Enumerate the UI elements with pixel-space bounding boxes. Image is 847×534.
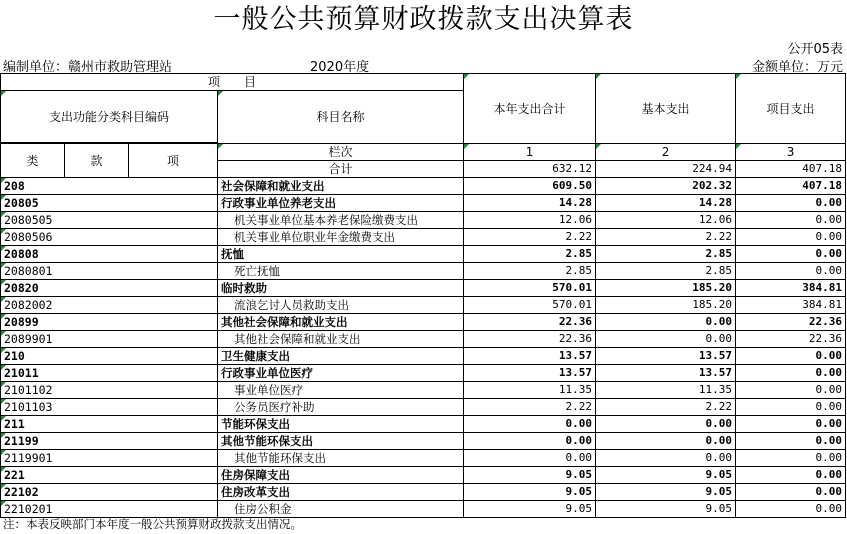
row-code: 20808 (1, 246, 218, 263)
row-code: 20805 (1, 195, 218, 212)
row-total: 14.28 (464, 195, 596, 212)
row-code: 21199 (1, 433, 218, 450)
row-total: 570.01 (464, 280, 596, 297)
row-code: 22102 (1, 484, 218, 501)
page-title: 一般公共预算财政拨款支出决算表 (213, 4, 634, 35)
header-item: 项 目 (1, 74, 464, 91)
row-subject-name: 住房公积金 (218, 501, 464, 518)
row-subject-name: 其他社会保障和就业支出 (218, 314, 464, 331)
row-basic: 202.32 (596, 178, 736, 195)
row-basic: 13.57 (596, 348, 736, 365)
row-code: 210 (1, 348, 218, 365)
table-row (1, 416, 846, 433)
row-basic: 185.20 (596, 280, 736, 297)
row-basic: 0.00 (596, 433, 736, 450)
row-subject-name: 行政事业单位医疗 (218, 365, 464, 382)
row-project: 22.36 (736, 314, 846, 331)
table-row (1, 297, 846, 314)
row-project: 0.00 (736, 229, 846, 246)
table-row (1, 450, 846, 467)
fiscal-year: 2020年度 (310, 60, 370, 75)
row-total: 0.00 (464, 450, 596, 467)
row-basic: 12.06 (596, 212, 736, 229)
row-project: 0.00 (736, 399, 846, 416)
form-number: 公开05表 (787, 42, 843, 57)
row-code: 2080801 (1, 263, 218, 280)
header-kuan: 款 (65, 144, 129, 178)
header-code-group: 支出功能分类科目编码 (1, 91, 218, 143)
row-project: 0.00 (736, 484, 846, 501)
table-row (1, 501, 846, 518)
table-row (1, 246, 846, 263)
row-subject-name: 卫生健康支出 (218, 348, 464, 365)
total-row-total: 632.12 (464, 161, 596, 178)
row-basic: 2.22 (596, 399, 736, 416)
row-basic: 0.00 (596, 450, 736, 467)
header-lanci: 栏次 (218, 144, 464, 161)
row-total: 9.05 (464, 484, 596, 501)
table-row (1, 195, 846, 212)
row-total: 2.85 (464, 246, 596, 263)
header-col-basic: 基本支出 (596, 74, 736, 144)
table-row (1, 433, 846, 450)
row-project: 0.00 (736, 246, 846, 263)
reporting-unit: 编制单位：赣州市救助管理站 (3, 60, 173, 75)
row-total: 0.00 (464, 416, 596, 433)
row-total: 22.36 (464, 331, 596, 348)
table-row (1, 280, 846, 297)
row-project: 384.81 (736, 297, 846, 314)
table-row (1, 314, 846, 331)
table-row (1, 229, 846, 246)
row-total: 12.06 (464, 212, 596, 229)
row-total: 13.57 (464, 365, 596, 382)
table-row (1, 484, 846, 501)
row-total: 0.00 (464, 433, 596, 450)
row-basic: 9.05 (596, 484, 736, 501)
money-unit: 金额单位：万元 (751, 60, 843, 75)
table-row (1, 348, 846, 365)
row-code: 2119901 (1, 450, 218, 467)
row-project: 407.18 (736, 178, 846, 195)
row-total: 2.22 (464, 399, 596, 416)
row-code: 20899 (1, 314, 218, 331)
row-project: 0.00 (736, 212, 846, 229)
row-basic: 14.28 (596, 195, 736, 212)
row-subject-name: 机关事业单位职业年金缴费支出 (218, 229, 464, 246)
row-total: 2.85 (464, 263, 596, 280)
header-col-total: 本年支出合计 (464, 74, 596, 144)
row-basic: 2.22 (596, 229, 736, 246)
row-subject-name: 机关事业单位基本养老保险缴费支出 (218, 212, 464, 229)
row-subject-name: 行政事业单位养老支出 (218, 195, 464, 212)
row-project: 0.00 (736, 416, 846, 433)
row-project: 0.00 (736, 382, 846, 399)
expenditure-table (0, 73, 846, 518)
row-subject-name: 节能环保支出 (218, 416, 464, 433)
row-code: 2080506 (1, 229, 218, 246)
row-subject-name: 其他节能环保支出 (218, 433, 464, 450)
row-project: 0.00 (736, 501, 846, 518)
header-index-3: 3 (736, 144, 846, 161)
row-basic: 0.00 (596, 331, 736, 348)
row-code: 2101102 (1, 382, 218, 399)
row-subject-name: 临时救助 (218, 280, 464, 297)
row-total: 2.22 (464, 229, 596, 246)
row-total: 22.36 (464, 314, 596, 331)
row-subject-name: 流浪乞讨人员救助支出 (218, 297, 464, 314)
row-subject-name: 其他节能环保支出 (218, 450, 464, 467)
row-code: 21011 (1, 365, 218, 382)
row-subject-name: 社会保障和就业支出 (218, 178, 464, 195)
table-row (1, 365, 846, 382)
total-row-basic: 224.94 (596, 161, 736, 178)
footnote: 注：本表反映部门本年度一般公共预算财政拨款支出情况。 (3, 517, 302, 531)
row-project: 0.00 (736, 467, 846, 484)
row-basic: 13.57 (596, 365, 736, 382)
header-index-1: 1 (464, 144, 596, 161)
row-code: 20820 (1, 280, 218, 297)
row-code: 221 (1, 467, 218, 484)
row-subject-name: 住房保障支出 (218, 467, 464, 484)
row-total: 9.05 (464, 501, 596, 518)
table-row (1, 467, 846, 484)
row-total: 9.05 (464, 467, 596, 484)
header-index-2: 2 (596, 144, 736, 161)
row-subject-name: 死亡抚恤 (218, 263, 464, 280)
row-basic: 2.85 (596, 246, 736, 263)
row-basic: 9.05 (596, 467, 736, 484)
row-project: 0.00 (736, 195, 846, 212)
row-subject-name: 住房改革支出 (218, 484, 464, 501)
row-project: 384.81 (736, 280, 846, 297)
row-project: 0.00 (736, 263, 846, 280)
table-row (1, 382, 846, 399)
row-total: 570.01 (464, 297, 596, 314)
row-subject-name: 公务员医疗补助 (218, 399, 464, 416)
row-code: 2082002 (1, 297, 218, 314)
row-project: 22.36 (736, 331, 846, 348)
table-row (1, 399, 846, 416)
row-subject-name: 其他社会保障和就业支出 (218, 331, 464, 348)
row-project: 0.00 (736, 450, 846, 467)
header-subject-name: 科目名称 (218, 91, 464, 144)
row-project: 0.00 (736, 365, 846, 382)
row-project: 0.00 (736, 433, 846, 450)
row-code: 2089901 (1, 331, 218, 348)
header-xiang: 项 (129, 144, 218, 178)
row-basic: 185.20 (596, 297, 736, 314)
row-subject-name: 事业单位医疗 (218, 382, 464, 399)
total-row-label: 合计 (218, 161, 464, 178)
table-row (1, 178, 846, 195)
row-project: 0.00 (736, 348, 846, 365)
table-row (1, 212, 846, 229)
row-basic: 0.00 (596, 416, 736, 433)
row-code: 211 (1, 416, 218, 433)
row-basic: 9.05 (596, 501, 736, 518)
row-code: 208 (1, 178, 218, 195)
row-basic: 0.00 (596, 314, 736, 331)
row-code: 2080505 (1, 212, 218, 229)
header-lei: 类 (1, 144, 65, 178)
row-basic: 2.85 (596, 263, 736, 280)
row-basic: 11.35 (596, 382, 736, 399)
table-row (1, 263, 846, 280)
table-row (1, 331, 846, 348)
row-total: 13.57 (464, 348, 596, 365)
row-total: 609.50 (464, 178, 596, 195)
total-row-project: 407.18 (736, 161, 846, 178)
row-subject-name: 抚恤 (218, 246, 464, 263)
row-code: 2101103 (1, 399, 218, 416)
header-col-project: 项目支出 (736, 74, 846, 144)
row-total: 11.35 (464, 382, 596, 399)
row-code: 2210201 (1, 501, 218, 518)
